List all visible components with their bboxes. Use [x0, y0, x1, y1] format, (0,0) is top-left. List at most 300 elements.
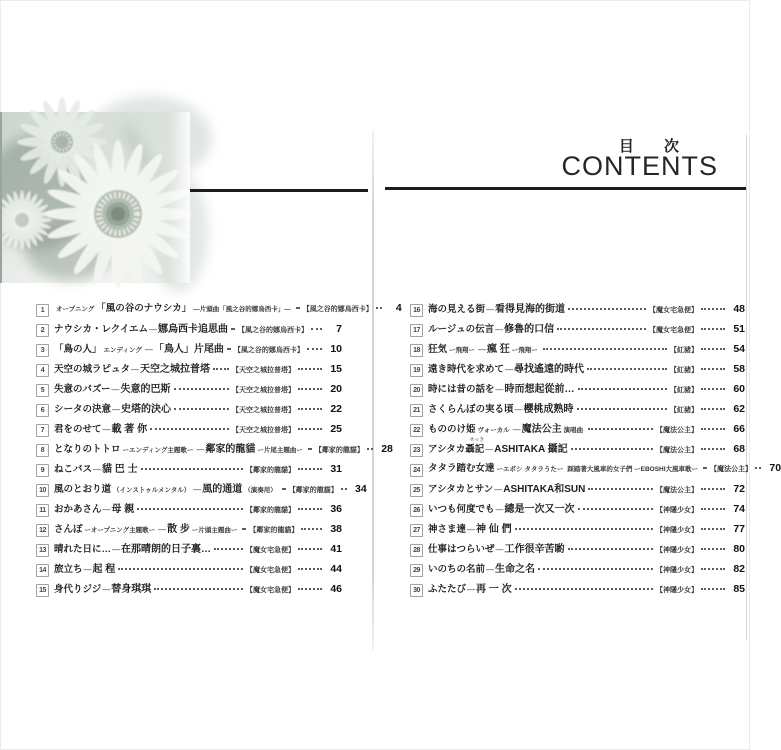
page-number: 28	[381, 443, 393, 455]
page-number: 10	[330, 343, 342, 355]
film-label: 【風之谷的娜烏西卡】	[233, 347, 304, 354]
page-number: 85	[733, 583, 745, 595]
page-number: 74	[733, 503, 745, 515]
track-title-jp	[54, 541, 111, 555]
separator-dash: ―	[112, 405, 121, 414]
right-page-header-rule	[385, 187, 746, 190]
dotted-leader-short	[701, 308, 725, 310]
page-number: 70	[769, 462, 781, 474]
page-number: 4	[395, 302, 402, 314]
track-number-badge: 25	[410, 484, 423, 497]
track-number-badge: 9	[36, 464, 49, 477]
track-title-jp	[54, 341, 102, 355]
separator-dash: ―	[495, 385, 504, 394]
track-title-zh: 散 步	[167, 524, 190, 535]
track-title-jp	[428, 501, 495, 515]
separator-dash: ―	[102, 505, 111, 514]
film-label: 【魔女宅急便】	[649, 307, 698, 314]
dotted-leader	[568, 548, 653, 550]
track-title-jp-text: 仕事はつらいぜ	[428, 544, 495, 555]
dotted-leader-short	[298, 568, 322, 570]
track-title-jp	[428, 401, 514, 415]
toc-entry-row	[410, 340, 745, 360]
track-title-jp-suffix: ーオープニング主題歌ー	[84, 527, 156, 534]
dotted-leader	[150, 428, 229, 430]
track-number-badge: 15	[36, 584, 49, 597]
toc-entry-row	[36, 380, 342, 400]
track-title-zh: 貓 巴 士	[102, 464, 138, 475]
page-number: 80	[733, 543, 745, 555]
track-number-badge: 24	[410, 464, 423, 477]
track-title-zh: 「鳥人」片尾曲	[153, 344, 224, 355]
separator-dash: ―	[486, 305, 495, 314]
page-number: 41	[330, 543, 342, 555]
track-title-jp-text: アシタカとサン	[428, 484, 494, 495]
track-title-jp	[428, 361, 504, 375]
track-title-jp	[54, 481, 111, 495]
track-title-zh: 載 著 你	[111, 424, 148, 435]
track-title-zh: 魔法公主	[521, 424, 562, 435]
dotted-leader	[543, 348, 667, 350]
dotted-leader-short	[701, 448, 725, 450]
toc-column-left	[36, 300, 402, 600]
toc-entry-row	[36, 320, 342, 340]
dotted-leader-short	[755, 467, 761, 469]
page-number: 72	[733, 483, 745, 495]
dotted-leader-short	[298, 368, 322, 370]
track-title-zh: 再 一 次	[476, 584, 512, 595]
track-title-jp	[428, 581, 466, 595]
page-number: 38	[330, 523, 342, 535]
track-number-badge: 21	[410, 404, 423, 417]
toc-entry-row	[36, 420, 342, 440]
track-number-badge: 13	[36, 544, 49, 557]
film-label: 【鄰家的龍貓】	[246, 467, 295, 474]
dotted-leader	[538, 568, 653, 570]
dotted-leader-short	[376, 307, 382, 309]
film-label: 【魔女宅急便】	[649, 327, 698, 334]
separator-dash: ―	[495, 545, 504, 554]
dotted-leader	[231, 328, 235, 330]
toc-entry-row	[410, 560, 745, 580]
toc-entry-row	[36, 400, 342, 420]
track-title-jp-text: ルージュの伝言	[428, 324, 495, 335]
page-number: 31	[330, 463, 342, 475]
track-title-zh: 修魯的口信	[504, 324, 555, 335]
toc-entry-row	[36, 480, 367, 500]
track-title-zh: 時而想起從前…	[504, 384, 575, 395]
track-title-jp	[428, 437, 485, 455]
page-number: 54	[733, 343, 745, 355]
dotted-leader	[154, 588, 243, 590]
track-title-jp	[54, 361, 130, 375]
track-number-badge: 30	[410, 584, 423, 597]
separator-dash: ―	[112, 545, 121, 554]
separator-dash: ―	[158, 525, 167, 534]
track-title-zh: 總是一次又一次	[504, 504, 575, 515]
dotted-leader-short	[701, 348, 725, 350]
separator-dash: ―	[494, 485, 503, 494]
dotted-leader-short	[298, 388, 322, 390]
track-title-jp-suffix: ヴォーカル	[477, 427, 510, 434]
film-label: 【神隱少女】	[656, 507, 698, 514]
film-label: 【鄰家的龍貓】	[288, 487, 338, 494]
separator-dash: ―	[193, 485, 202, 494]
track-title-jp	[54, 561, 83, 575]
toc-entry-row	[410, 540, 745, 560]
track-title-jp-text: 「風の谷のナウシカ」	[96, 303, 192, 314]
dotted-leader-short	[298, 588, 322, 590]
separator-dash: ―	[83, 565, 92, 574]
photo-edge-shadow	[0, 112, 2, 283]
track-title-jp	[54, 581, 101, 595]
dotted-leader	[296, 307, 300, 309]
separator-dash: ―	[512, 425, 521, 434]
separator-dash: ―	[131, 365, 140, 374]
track-title-jp-text: ふたたび	[428, 584, 467, 595]
separator-dash: ―	[196, 445, 205, 454]
dotted-leader	[578, 508, 653, 510]
toc-entry-row	[36, 300, 402, 320]
furigana-ruby: せっき	[469, 437, 485, 443]
dotted-leader	[227, 348, 231, 350]
dotted-leader	[214, 548, 243, 550]
track-number-badge: 5	[36, 384, 49, 397]
separator-dash: ―	[467, 585, 476, 594]
film-label: 【天空之城拉普塔】	[232, 427, 295, 434]
dotted-leader	[515, 588, 653, 590]
film-label: 【鄰家的龍貓】	[249, 527, 299, 534]
toc-entry-row	[36, 440, 393, 460]
separator-dash: ―	[514, 405, 523, 414]
toc-title-jp: 目 次	[618, 138, 692, 155]
track-title-zh: 鄰家的龍貓	[205, 444, 256, 455]
page-number: 68	[733, 443, 745, 455]
film-label: 【神隱少女】	[656, 527, 698, 534]
track-title-jp	[428, 561, 485, 575]
track-title-jp	[54, 421, 102, 435]
track-title-jp-text: 狂気	[428, 344, 448, 355]
track-title-jp-text: 失意のパズー	[54, 384, 111, 395]
film-label: 【天空之城拉普塔】	[232, 407, 295, 414]
track-title-zh: 娜烏西卡追思曲	[157, 324, 228, 335]
page-number: 77	[733, 523, 745, 535]
dotted-leader-short	[298, 548, 322, 550]
track-number-badge: 18	[410, 344, 423, 357]
track-number-badge: 19	[410, 364, 423, 377]
film-label: 【魔法公主】	[656, 427, 698, 434]
track-title-jp	[54, 321, 148, 335]
separator-dash: ―	[495, 505, 504, 514]
track-title-zh-suffix: ー飛翔ー	[511, 347, 538, 354]
dotted-leader-short	[301, 528, 322, 530]
track-number-badge: 27	[410, 524, 423, 537]
dotted-leader-short	[701, 368, 725, 370]
track-title-zh: 生命之名	[495, 564, 536, 575]
dotted-leader-short	[701, 528, 725, 530]
track-title-jp-text: おかあさん	[54, 504, 102, 515]
track-title-jp	[54, 441, 121, 455]
track-title-jp	[428, 481, 493, 495]
film-label: 【紅豬】	[670, 347, 698, 354]
toc-entry-row	[36, 500, 342, 520]
track-title-jp-text: さんぽ	[54, 524, 83, 535]
toc-entry-row	[410, 520, 745, 540]
track-number-badge: 11	[36, 504, 49, 517]
track-title-jp	[54, 381, 111, 395]
film-label: 【魔法公主】	[710, 466, 753, 473]
toc-entry-row	[36, 360, 342, 380]
track-title-jp-text: ナウシカ・レクイエム	[54, 324, 148, 335]
dotted-leader	[141, 468, 243, 470]
dotted-leader	[703, 467, 707, 469]
page-number: 25	[330, 423, 342, 435]
track-title-jp-text: タタラ踏む女達	[428, 463, 495, 474]
film-label: 【天空之城拉普塔】	[232, 387, 295, 394]
page-number: 22	[330, 403, 342, 415]
dotted-leader-short	[367, 448, 373, 450]
dotted-leader	[174, 408, 229, 410]
dotted-leader-short	[311, 328, 322, 330]
film-label: 【魔女宅急便】	[246, 587, 295, 594]
dotted-leader-short	[307, 348, 322, 350]
track-title-zh: 工作很辛苦喲	[504, 544, 565, 555]
toc-column-right	[410, 300, 781, 600]
dotted-leader-short	[298, 468, 322, 470]
track-title-jp-suffix: ー飛翔ー	[449, 347, 476, 354]
track-title-zh: 母 親	[111, 504, 135, 515]
dotted-leader-short	[701, 508, 725, 510]
dotted-leader	[213, 368, 229, 370]
track-title-jp-text: 晴れた日に…	[54, 544, 112, 555]
film-label: 【天空之城拉普塔】	[232, 367, 295, 374]
dotted-leader	[587, 368, 667, 370]
separator-dash: ―	[467, 525, 476, 534]
page-number: 60	[733, 383, 745, 395]
toc-entry-row	[410, 480, 745, 500]
toc-entry-row	[36, 520, 342, 540]
toc-entry-row	[36, 580, 342, 600]
separator-dash: ―	[111, 385, 120, 394]
page-number: 7	[336, 323, 342, 335]
dotted-leader	[282, 488, 286, 490]
film-label: 【神隱少女】	[656, 547, 698, 554]
dotted-leader-short	[341, 488, 347, 490]
toc-entry-row	[410, 300, 745, 320]
dotted-leader-short	[701, 328, 725, 330]
track-title-zh: ASHITAKA 攝記	[494, 444, 568, 455]
track-title-zh-suffix: 踩踏著大風車的女子們 ーEBOSHI大風車歌ー	[567, 466, 699, 473]
film-label: 【神隱少女】	[656, 567, 698, 574]
track-title-jp	[428, 341, 447, 355]
page-number: 34	[355, 483, 367, 495]
track-title-jp-text: となりのトトロ	[54, 444, 121, 455]
track-title-jp	[428, 381, 495, 395]
separator-dash: ―	[505, 365, 514, 374]
toc-entry-row	[410, 500, 745, 520]
track-number-badge: 22	[410, 424, 423, 437]
track-number-badge: 29	[410, 564, 423, 577]
track-title-jp-text: 遠き時代を求めて	[428, 364, 505, 375]
track-number-badge: 14	[36, 564, 49, 577]
toc-entry-row	[410, 580, 745, 600]
page-number: 66	[733, 423, 745, 435]
toc-entry-row	[410, 400, 745, 420]
track-number-badge: 12	[36, 524, 49, 537]
track-number-badge: 16	[410, 304, 423, 317]
track-title-jp-text: いつも何度でも	[428, 504, 495, 515]
toc-entry-row	[410, 360, 745, 380]
separator-dash: ―	[144, 345, 153, 354]
toc-entry-row	[410, 320, 745, 340]
film-label: 【紅豬】	[670, 367, 698, 374]
dotted-leader-short	[701, 568, 725, 570]
track-number-badge: 28	[410, 544, 423, 557]
track-title-zh-suffix: 演唱曲	[563, 427, 584, 434]
track-title-jp	[54, 401, 111, 415]
track-number-badge: 6	[36, 404, 49, 417]
film-label: 【鄰家的龍貓】	[314, 447, 364, 454]
track-title-jp	[428, 301, 485, 315]
separator-dash: ―	[478, 345, 487, 354]
toc-entry-row	[410, 437, 745, 460]
toc-entry-row	[410, 460, 781, 480]
track-title-zh: 櫻桃成熟時	[523, 404, 574, 415]
track-title-zh: 神 仙 們	[476, 524, 512, 535]
separator-dash: ―	[495, 325, 504, 334]
separator-dash: ―	[102, 425, 111, 434]
toc-title-en: CONTENTS	[561, 151, 718, 181]
page-number: 44	[330, 563, 342, 575]
dotted-leader	[588, 488, 653, 490]
track-title-jp-text: さくらんぼの実る頃	[428, 404, 514, 415]
track-title-jp-prefix: オープニング	[56, 306, 95, 313]
track-number-badge: 17	[410, 324, 423, 337]
film-label: 【魔法公主】	[656, 447, 698, 454]
track-title-jp-text: もののけ姫	[428, 424, 476, 435]
track-title-zh-suffix: （演奏用）	[244, 487, 277, 494]
track-title-zh-suffix: ー片頭主題曲ー	[191, 527, 238, 534]
dotted-leader	[557, 328, 646, 330]
track-title-zh: 瘋 狂	[487, 344, 510, 355]
track-title-zh: 失意的巴斯	[120, 384, 171, 395]
track-title-jp-suffix: エンディング	[103, 347, 142, 354]
track-title-zh: 風的通道	[202, 484, 243, 495]
toc-entry-row	[410, 420, 745, 440]
track-title-jp	[96, 300, 191, 314]
dotted-leader-short	[701, 588, 725, 590]
page-number: 15	[330, 363, 342, 375]
track-title-jp-suffix: ーエボシ タタラうたー	[496, 466, 564, 473]
track-title-zh: 看得見海的街道	[495, 304, 566, 315]
dotted-leader-short	[701, 548, 725, 550]
track-title-jp-text: シータの決意	[54, 404, 112, 415]
toc-entry-row	[36, 340, 342, 360]
dotted-leader-short	[701, 428, 725, 430]
track-title-jp	[428, 321, 494, 335]
track-title-jp-text: 君をのせて	[54, 424, 102, 435]
track-title-jp-suffix: （インストゥルメンタル）	[113, 487, 191, 494]
track-title-zh: 天空之城拉普塔	[140, 364, 211, 375]
track-title-zh: 尋找遙遠的時代	[514, 364, 585, 375]
track-title-zh-suffix: ー片尾主題曲ー	[257, 447, 303, 454]
film-label: 【魔女宅急便】	[246, 547, 295, 554]
dotted-leader	[568, 308, 646, 310]
dotted-leader	[118, 568, 243, 570]
film-label: 【鄰家的龍貓】	[246, 507, 295, 514]
dotted-leader	[588, 428, 653, 430]
separator-dash: ―	[485, 445, 494, 454]
track-title-zh: 在那晴朗的日子裏…	[121, 544, 212, 555]
track-title-jp-text: 天空の城ラピュタ	[54, 364, 131, 375]
track-title-zh-suffix: ―片頭曲「風之谷的娜烏西卡」―	[193, 306, 291, 313]
page-number: 82	[733, 563, 745, 575]
page-number: 36	[330, 503, 342, 515]
track-title-jp	[428, 521, 466, 535]
dotted-leader-short	[701, 408, 725, 410]
dotted-leader-short	[701, 388, 725, 390]
track-title-jp	[428, 460, 495, 474]
track-number-badge: 10	[36, 484, 49, 497]
page-number: 62	[733, 403, 745, 415]
page-edge-shadow	[746, 135, 747, 640]
track-title-jp-text: 身代りジジ	[54, 584, 102, 595]
track-title-jp-text: 海の見える街	[428, 304, 486, 315]
left-page-header-rule	[190, 189, 368, 192]
dotted-leader	[174, 388, 229, 390]
page-number: 20	[330, 383, 342, 395]
track-title-jp-text: 神さま達	[428, 524, 467, 535]
track-title-jp-suffix: ーエンディング主題歌ー	[122, 447, 194, 454]
film-label: 【魔法公主】	[656, 487, 698, 494]
separator-dash: ―	[102, 585, 111, 594]
track-title-jp-text: ねこバス	[54, 464, 93, 475]
track-number-badge: 20	[410, 384, 423, 397]
track-title-zh: 起 程	[92, 564, 116, 575]
track-number-badge: 26	[410, 504, 423, 517]
separator-dash: ―	[93, 465, 102, 474]
track-number-badge: 23	[410, 444, 423, 457]
dotted-leader-short	[298, 508, 322, 510]
track-title-jp-text: アシタカ聶記	[428, 444, 485, 455]
track-title-jp-text: 「鳥の人」	[54, 344, 102, 355]
track-number-badge: 1	[36, 304, 49, 317]
track-title-zh: 替身琪琪	[111, 584, 152, 595]
dotted-leader	[571, 448, 653, 450]
page-number: 46	[330, 583, 342, 595]
film-label: 【魔女宅急便】	[246, 567, 295, 574]
track-number-badge: 8	[36, 444, 49, 457]
toc-entry-row	[410, 380, 745, 400]
dotted-leader	[515, 528, 653, 530]
separator-dash: ―	[148, 325, 157, 334]
track-title-jp-text: いのちの名前	[428, 564, 486, 575]
toc-entry-row	[36, 560, 342, 580]
dotted-leader-short	[298, 408, 322, 410]
dotted-leader	[577, 408, 667, 410]
track-title-jp-text: 時には昔の話を	[428, 384, 495, 395]
dotted-leader	[308, 448, 312, 450]
page-number: 51	[733, 323, 745, 335]
dotted-leader-short	[701, 488, 725, 490]
film-label: 【紅豬】	[670, 387, 698, 394]
track-title-jp-text: 旅立ち	[54, 564, 83, 575]
track-number-badge: 4	[36, 364, 49, 377]
page-number: 58	[733, 363, 745, 375]
dotted-leader	[137, 508, 243, 510]
toc-entry-row	[36, 460, 342, 480]
page-gutter-shadow	[372, 130, 374, 650]
